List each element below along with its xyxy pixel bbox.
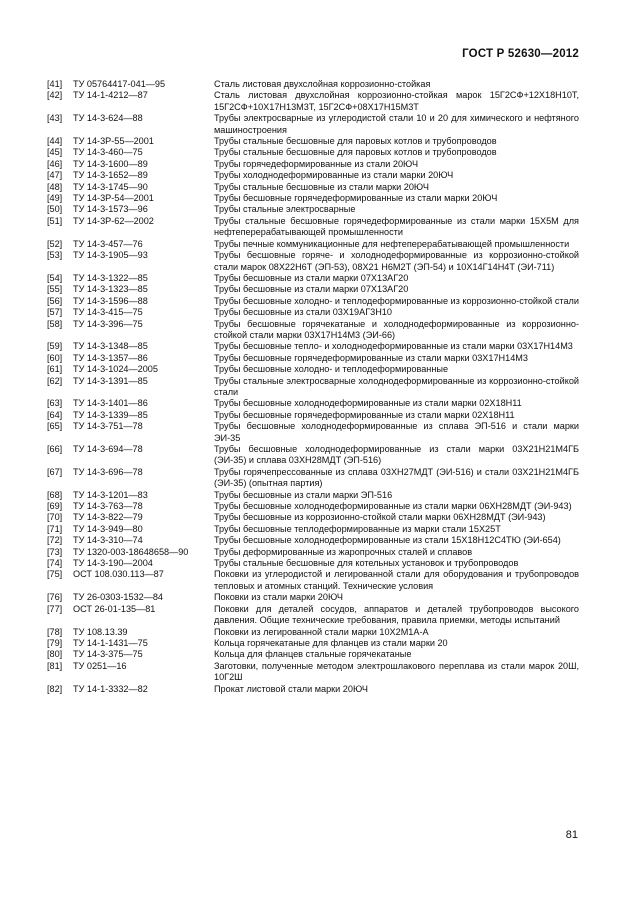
reference-title: Кольца для фланцев стальные горячекатаные: [214, 649, 412, 660]
reference-code: ТУ 14-3-1401—86: [73, 398, 148, 409]
reference-item: [47, 512, 579, 523]
reference-item: [47, 182, 579, 193]
reference-number: [64]: [47, 409, 63, 420]
reference-code: ТУ 14-3-1348—85: [73, 341, 148, 352]
reference-code: ТУ 14-1-1431—75: [73, 637, 148, 648]
reference-item: [47, 341, 579, 352]
reference-title: Трубы бесшовные холоднодеформированные из стали 15Х18Н12С4ТЮ (ЭИ-654): [214, 535, 561, 546]
reference-item: [47, 307, 579, 318]
reference-item: [47, 638, 579, 649]
reference-number: [42]: [47, 90, 63, 101]
reference-title: Трубы бесшовные из коррозионно-стойкой стали марки 06ХН28МДТ (ЭИ-943): [214, 512, 546, 523]
reference-number: [58]: [47, 318, 63, 329]
reference-item: [47, 444, 579, 467]
reference-item: [47, 547, 579, 558]
reference-title: Поковки из легированной стали марки 10Х2М1А-А: [214, 626, 429, 637]
reference-code: ТУ 14-3-949—80: [73, 523, 143, 534]
reference-title: Трубы бесшовные холодно- и теплодеформированные из коррозионно-стойкой стали: [214, 295, 579, 306]
reference-code: ТУ 14-3Р-62—2002: [73, 215, 154, 226]
reference-title: Поковки для деталей сосудов, аппаратов и деталей трубопроводов высокого давления. Общие технические требования, правила приемки, методы испытаний: [214, 603, 579, 626]
reference-number: [78]: [47, 626, 63, 637]
reference-code: ТУ 14-3-396—75: [73, 318, 143, 329]
reference-number: [66]: [47, 444, 63, 454]
reference-number: [48]: [47, 181, 63, 192]
reference-number: [59]: [47, 341, 63, 352]
reference-title: Трубы холоднодеформированные из стали марки 20ЮЧ: [214, 170, 454, 181]
reference-number: [79]: [47, 637, 63, 648]
reference-item: [47, 159, 579, 170]
reference-number: [76]: [47, 592, 63, 603]
reference-code: ТУ 14-3-1573—96: [73, 204, 148, 215]
reference-title: Заготовки, полученные методом электрошлакового переплава из стали марок 20Ш, 10Г2Ш: [214, 660, 579, 683]
reference-number: [60]: [47, 352, 63, 363]
reference-item: [47, 113, 579, 136]
reference-title: Трубы горячепрессованные из сплава 03ХН27МДТ (ЭИ-516) и стали 03Х21Н21М4ГБ (ЭИ-35) (опытная партия): [214, 466, 579, 489]
reference-title: Трубы бесшовные из стали 03Х19АГ3Н10: [214, 307, 392, 318]
reference-item: [47, 376, 579, 399]
reference-number: [43]: [47, 113, 63, 124]
reference-title: Сталь листовая двухслойная коррозионно-стойкая: [214, 79, 431, 89]
reference-code: ТУ 14-3-1745—90: [73, 181, 148, 192]
reference-code: ТУ 108.13.39: [73, 626, 128, 637]
reference-number: [52]: [47, 238, 63, 249]
reference-code: ТУ 14-3-696—78: [73, 466, 143, 477]
reference-code: ТУ 14-3-457—76: [73, 238, 143, 249]
reference-title: Поковки из углеродистой и легированной стали для оборудования и трубопроводов тепловых и атомных станций. Технические условия: [214, 569, 579, 591]
document-header: ГОСТ Р 52630—2012: [462, 48, 579, 60]
reference-title: Трубы бесшовные горяче- и холоднодеформированные из коррозионно-стойкой стали марок 08Х22Н6Т (ЭП-53), 08Х21 Н6М2Т (ЭП-54) и 10Х14Г14Н4Т (ЭИ-711): [214, 250, 579, 272]
reference-number: [54]: [47, 272, 63, 283]
reference-item: [47, 684, 579, 695]
reference-number: [72]: [47, 535, 63, 546]
reference-title: Трубы печные коммуникационные для нефтеперерабатывающей промышленности: [214, 238, 570, 249]
reference-code: ТУ 14-3-1339—85: [73, 409, 148, 420]
reference-item: [47, 410, 579, 421]
reference-number: [56]: [47, 295, 63, 306]
reference-number: [61]: [47, 364, 63, 375]
reference-title: Трубы деформированные из жаропрочных сталей и сплавов: [214, 546, 473, 557]
reference-number: [74]: [47, 558, 63, 569]
reference-title: Трубы стальные бесшовные для паровых котлов и трубопроводов: [214, 147, 497, 158]
reference-number: [44]: [47, 136, 63, 147]
reference-title: Трубы бесшовные горячекатаные и холоднодеформированные из коррозионно-стойкой стали марки 03Х17Н14М3 (ЭИ-66): [214, 318, 579, 340]
reference-code: ТУ 14-3-822—79: [73, 512, 143, 523]
reference-title: Трубы бесшовные из стали марки ЭП-516: [214, 489, 393, 500]
reference-title: Трубы стальные бесшовные для котельных установок и трубопроводов: [214, 558, 519, 569]
reference-number: [53]: [47, 250, 63, 261]
reference-code: ТУ 14-3-460—75: [73, 147, 143, 158]
reference-code: ТУ 14-1-4212—87: [73, 90, 148, 101]
reference-item: [47, 170, 579, 181]
reference-item: [47, 353, 579, 364]
reference-number: [73]: [47, 546, 63, 557]
references-list: [47, 79, 579, 695]
reference-item: [47, 524, 579, 535]
reference-item: [47, 501, 579, 512]
reference-title: Прокат листовой стали марки 20ЮЧ: [214, 683, 368, 694]
reference-item: [47, 204, 579, 215]
reference-number: [45]: [47, 147, 63, 158]
reference-item: [47, 398, 579, 409]
reference-title: Трубы бесшовные горячедеформированные из стали марки 20ЮЧ: [214, 193, 498, 204]
reference-number: [70]: [47, 512, 63, 523]
reference-item: [47, 147, 579, 158]
reference-item: [47, 649, 579, 660]
reference-number: [63]: [47, 398, 63, 409]
reference-title: Трубы бесшовные из стали марки 07Х13АГ20: [214, 272, 409, 283]
reference-item: [47, 90, 579, 113]
reference-code: ТУ 14-3-1652—89: [73, 170, 148, 181]
reference-title: Трубы бесшовные холодно- и теплодеформированные: [214, 364, 449, 375]
reference-number: [49]: [47, 193, 63, 204]
reference-item: [47, 627, 579, 638]
reference-number: [68]: [47, 489, 63, 500]
reference-number: [71]: [47, 523, 63, 534]
reference-item: [47, 421, 579, 444]
reference-item: [47, 364, 579, 375]
reference-item: [47, 296, 579, 307]
reference-item: [47, 569, 579, 592]
reference-code: ТУ 14-3-1201—83: [73, 489, 148, 500]
reference-code: ТУ 14-3-375—75: [73, 649, 143, 660]
reference-code: ТУ 14-3-694—78: [73, 444, 143, 454]
reference-item: [47, 79, 579, 90]
reference-item: [47, 250, 579, 273]
reference-code: ТУ 14-3-1391—85: [73, 375, 148, 386]
reference-code: ТУ 14-3-751—78: [73, 421, 143, 432]
reference-item: [47, 661, 579, 684]
reference-code: ТУ 26-0303-1532—84: [73, 592, 164, 603]
reference-title: Трубы бесшовные холоднодеформированные из стали марки 06ХН28МДТ (ЭИ-943): [214, 501, 572, 512]
reference-title: Трубы электросварные из углеродистой стали 10 и 20 для химического и нефтяного машиностроения: [214, 113, 579, 135]
reference-item: [47, 467, 579, 490]
reference-code: ТУ 0251—16: [73, 660, 127, 671]
reference-number: [50]: [47, 204, 63, 215]
reference-item: [47, 239, 579, 250]
reference-item: [47, 490, 579, 501]
reference-number: [67]: [47, 466, 63, 477]
reference-number: [51]: [47, 215, 63, 226]
reference-item: [47, 193, 579, 204]
reference-number: [77]: [47, 603, 63, 614]
reference-title: Трубы бесшовные тепло- и холоднодеформированные из стали марки 03Х17Н14М3: [214, 341, 573, 352]
reference-number: [65]: [47, 421, 63, 432]
reference-title: Трубы стальные бесшовные для паровых котлов и трубопроводов: [214, 136, 497, 147]
reference-number: [57]: [47, 307, 63, 318]
reference-item: [47, 284, 579, 295]
reference-item: [47, 216, 579, 239]
reference-code: ОСТ 108.030.113—87: [73, 569, 164, 580]
reference-title: Трубы стальные бесшовные горячедеформированные из стали марки 15Х5М для нефтеперерабатывающей промышленности: [214, 215, 579, 238]
reference-code: ТУ 14-3-190—2004: [73, 558, 153, 569]
reference-code: ТУ 14-3-1600—89: [73, 158, 148, 169]
reference-code: ТУ 14-1-3332—82: [73, 683, 148, 694]
reference-item: [47, 558, 579, 569]
reference-title: Поковки из стали марки 20ЮЧ: [214, 592, 343, 603]
reference-code: ТУ 14-3Р-55—2001: [73, 136, 154, 147]
reference-title: Трубы стальные бесшовные из стали марки 20ЮЧ: [214, 181, 429, 192]
reference-code: ОСТ 26-01-135—81: [73, 603, 156, 614]
reference-title: Трубы горячедеформированные из стали 20ЮЧ: [214, 158, 419, 169]
reference-title: Сталь листовая двухслойная коррозионно-стойкая марок 15Г2СФ+12Х18Н10Т, 15Г2СФ+10Х17Н13М3Т, 15Г2СФ+08Х17Н15М3Т: [214, 90, 579, 112]
reference-number: [47]: [47, 170, 63, 181]
reference-item: [47, 273, 579, 284]
reference-code: ТУ 14-3-1322—85: [73, 272, 148, 283]
reference-title: Трубы бесшовные из стали марки 07Х13АГ20: [214, 284, 409, 295]
reference-code: ТУ 14-3-1357—86: [73, 352, 148, 363]
reference-number: [81]: [47, 660, 63, 671]
reference-title: Трубы бесшовные теплодеформированные из марки стали 15Х25Т: [214, 523, 501, 534]
reference-code: ТУ 14-3-415—75: [73, 307, 143, 318]
page-number: 81: [565, 829, 578, 841]
reference-code: ТУ 14-3-310—74: [73, 535, 143, 546]
reference-title: Кольца горячекатаные для фланцев из стали марки 20: [214, 637, 448, 648]
reference-number: [75]: [47, 569, 63, 580]
reference-number: [62]: [47, 375, 63, 386]
reference-code: ТУ 14-3Р-54—2001: [73, 193, 154, 204]
reference-code: ТУ 14-3-1323—85: [73, 284, 148, 295]
reference-code: ТУ 14-3-1905—93: [73, 250, 148, 261]
reference-code: ТУ 14-3-763—78: [73, 501, 143, 512]
reference-title: Трубы бесшовные горячедеформированные из стали марки 02Х18Н11: [214, 409, 515, 420]
reference-number: [55]: [47, 284, 63, 295]
reference-title: Трубы бесшовные холоднодеформированные из стали марки 02Х18Н11: [214, 398, 522, 409]
reference-code: ТУ 1320-003-18648658—90: [73, 546, 189, 557]
reference-item: [47, 319, 579, 342]
reference-item: [47, 604, 579, 627]
reference-title: Трубы стальные электросварные: [214, 204, 356, 215]
reference-number: [41]: [47, 79, 63, 89]
reference-item: [47, 592, 579, 603]
reference-code: ТУ 14-3-1024—2005: [73, 364, 158, 375]
reference-title: Трубы бесшовные горячедеформированные из стали марки 03Х17Н14М3: [214, 352, 528, 363]
reference-number: [46]: [47, 158, 63, 169]
reference-title: Трубы стальные электросварные холоднодеформированные из коррозионно-стойкой стали: [214, 375, 579, 397]
reference-code: ТУ 14-3-1596—88: [73, 295, 148, 306]
reference-code: ТУ 05764417-041—95: [73, 79, 166, 89]
reference-number: [80]: [47, 649, 63, 660]
reference-number: [69]: [47, 501, 63, 512]
reference-title: Трубы бесшовные холоднодеформированные из сплава ЭП-516 и стали марки ЭИ-35: [214, 421, 579, 443]
reference-item: [47, 535, 579, 546]
reference-code: ТУ 14-3-624—88: [73, 113, 143, 124]
reference-title: Трубы бесшовные холоднодеформированные из стали марки 03Х21Н21М4ГБ (ЭИ-35) и сплава 03ХН28МДТ (ЭП-516): [214, 444, 579, 466]
reference-number: [82]: [47, 683, 63, 694]
reference-item: [47, 136, 579, 147]
